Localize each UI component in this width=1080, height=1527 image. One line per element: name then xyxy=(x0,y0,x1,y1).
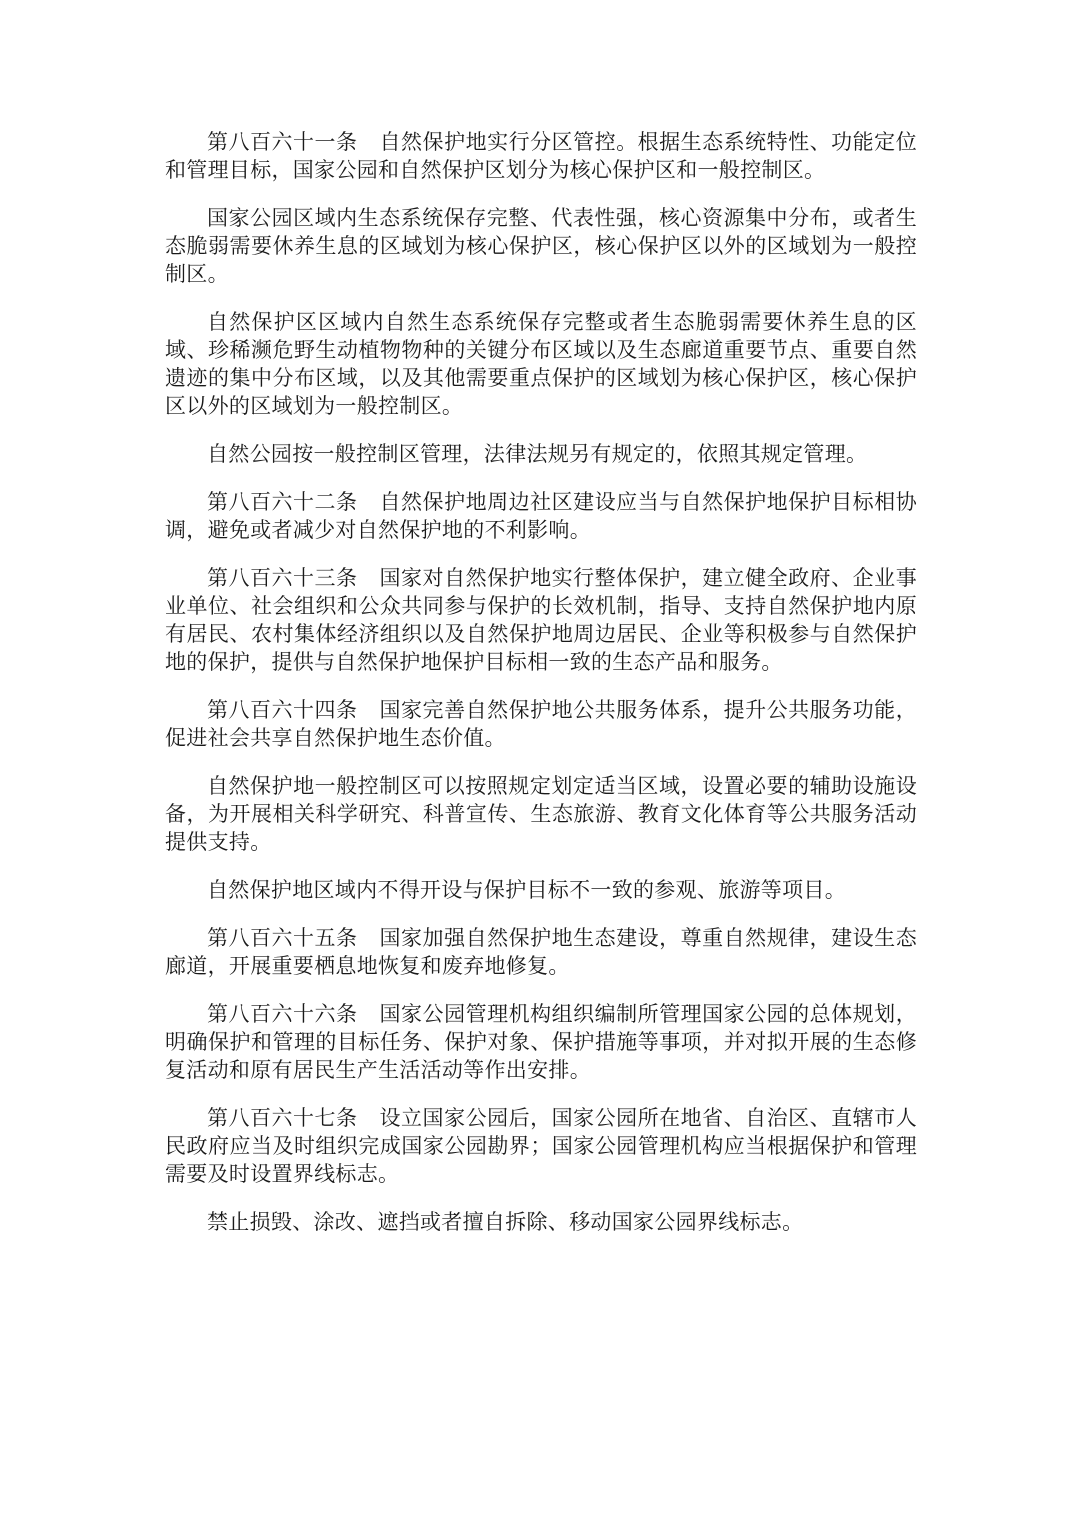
paragraph-862 xyxy=(165,488,917,544)
article-number: 第八百六十五条 xyxy=(207,926,358,950)
paragraph-861-national-park-zones xyxy=(165,204,917,288)
paragraph-text: 自然保护区区域内自然生态系统保存完整或者生态脆弱需要休养生息的区域、珍稀濒危野生动植物物种的关键分布区域以及生态廊道重要节点、重要自然遗迹的集中分布区域，以及其他需要重点保护的区域划为核心保护区，核心保护区以外的区域划为一般控制区。 xyxy=(165,310,917,418)
article-number: 第八百六十二条 xyxy=(207,490,358,514)
article-number: 第八百六十四条 xyxy=(207,698,358,722)
article-number: 第八百六十六条 xyxy=(207,1002,358,1026)
article-number: 第八百六十一条 xyxy=(207,130,358,154)
article-number: 第八百六十七条 xyxy=(207,1106,358,1130)
paragraph-867-boundary-markers xyxy=(165,1208,917,1236)
paragraph-864-general-control-zone xyxy=(165,772,917,856)
paragraph-text: 自然保护地实行分区管控。根据生态系统特性、功能定位和管理目标，国家公园和自然保护区划分为核心保护区和一般控制区。 xyxy=(165,130,917,182)
paragraph-text: 国家公园区域内生态系统保存完整、代表性强，核心资源集中分布，或者生态脆弱需要休养生息的区域划为核心保护区，核心保护区以外的区域划为一般控制区。 xyxy=(165,206,917,286)
paragraph-866 xyxy=(165,1000,917,1084)
paragraph-863 xyxy=(165,564,917,676)
paragraph-861-nature-reserve-zones xyxy=(165,308,917,420)
paragraph-861-nature-park xyxy=(165,440,917,468)
paragraph-864 xyxy=(165,696,917,752)
paragraph-text: 国家完善自然保护地公共服务体系，提升公共服务功能，促进社会共享自然保护地生态价值。 xyxy=(165,698,917,750)
paragraph-text: 国家公园管理机构组织编制所管理国家公园的总体规划，明确保护和管理的目标任务、保护对象、保护措施等事项，并对拟开展的生态修复活动和原有居民生产生活活动等作出安排。 xyxy=(165,1002,917,1082)
article-number: 第八百六十三条 xyxy=(207,566,358,590)
paragraph-text: 禁止损毁、涂改、遮挡或者擅自拆除、移动国家公园界线标志。 xyxy=(207,1210,804,1234)
paragraph-text: 国家加强自然保护地生态建设，尊重自然规律，建设生态廊道，开展重要栖息地恢复和废弃地修复。 xyxy=(165,926,917,978)
paragraph-861 xyxy=(165,128,917,184)
document-body xyxy=(165,128,917,1256)
paragraph-864-prohibition xyxy=(165,876,917,904)
paragraph-text: 自然保护地一般控制区可以按照规定划定适当区域，设置必要的辅助设施设备，为开展相关科学研究、科普宣传、生态旅游、教育文化体育等公共服务活动提供支持。 xyxy=(165,774,917,854)
paragraph-865 xyxy=(165,924,917,980)
paragraph-text: 自然公园按一般控制区管理，法律法规另有规定的，依照其规定管理。 xyxy=(207,442,868,466)
paragraph-text: 国家对自然保护地实行整体保护，建立健全政府、企业事业单位、社会组织和公众共同参与保护的长效机制，指导、支持自然保护地内原有居民、农村集体经济组织以及自然保护地周边居民、企业等积极参与自然保护地的保护，提供与自然保护地保护目标相一致的生态产品和服务。 xyxy=(165,566,917,674)
paragraph-text: 自然保护地区域内不得开设与保护目标不一致的参观、旅游等项目。 xyxy=(207,878,846,902)
paragraph-text: 设立国家公园后，国家公园所在地省、自治区、直辖市人民政府应当及时组织完成国家公园勘界；国家公园管理机构应当根据保护和管理需要及时设置界线标志。 xyxy=(165,1106,917,1186)
paragraph-867 xyxy=(165,1104,917,1188)
paragraph-text: 自然保护地周边社区建设应当与自然保护地保护目标相协调，避免或者减少对自然保护地的不利影响。 xyxy=(165,490,917,542)
